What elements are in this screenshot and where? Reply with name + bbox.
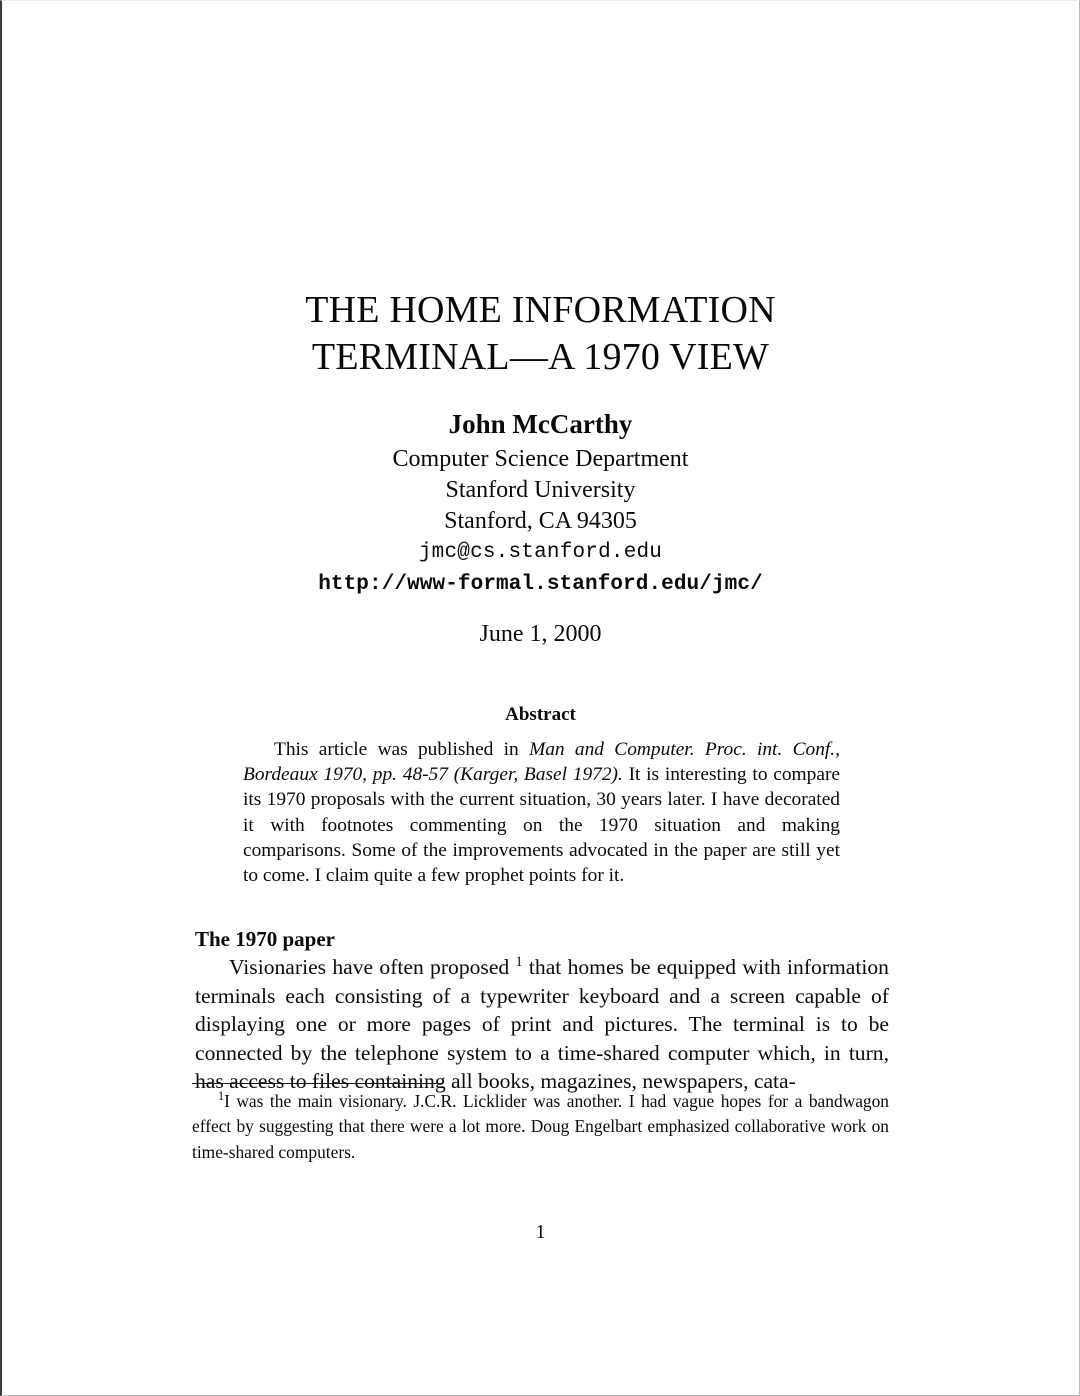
footnote-text xyxy=(192,1089,889,1165)
abstract-citation: Man and Computer. Proc. int. Conf., Bordeaux 1970, pp. 48-57 (Karger, Basel 1972). xyxy=(243,739,840,786)
affiliation-department: Computer Science Department xyxy=(392,446,689,472)
page-title xyxy=(2,287,1079,381)
affiliation-address: Stanford, CA 94305 xyxy=(444,508,637,534)
title-line-1: THE HOME INFORMATION xyxy=(305,289,776,331)
page-number: 1 xyxy=(535,1221,546,1243)
author-block xyxy=(2,406,1079,601)
body-text-after-footnote-marker: that homes be equipped with information terminals each consisting of a typewriter keyboard and a screen capable of displaying one or more pages of print and pictures. The terminal is to be connected by the telephone system to a time-shared computer which, in turn, has access to files containing all books, magazines, newspapers, cata- xyxy=(195,955,889,1094)
document-date: June 1, 2000 xyxy=(479,621,602,647)
author-name: John McCarthy xyxy=(448,409,633,439)
footnote-body: I was the main visionary. J.C.R. Licklider was another. I had vague hopes for a bandwagon effect by suggesting that there were a lot more. Doug Engelbart emphasized collaborative work on time-shared computers. xyxy=(192,1091,889,1162)
author-email: jmc@cs.stanford.edu xyxy=(418,541,663,564)
section-body-paragraph xyxy=(195,953,889,1096)
section-heading: The 1970 paper xyxy=(195,927,336,951)
abstract-text-before-citation: This article was published in xyxy=(274,739,530,760)
abstract-body xyxy=(243,737,840,888)
author-homepage-url: http://www-formal.stanford.edu/jmc/ xyxy=(318,573,763,596)
abstract-text-after-citation: It is interesting to compare its 1970 proposals with the current situation, 30 years later. I have decorated it with footnotes commenting on the 1970 situation and making comparisons. Some of the improvements advocated in the paper are still yet to come. I claim quite a few prophet points for it. xyxy=(243,764,841,887)
footnote-separator-rule xyxy=(192,1083,442,1084)
title-line-2: TERMINAL—A 1970 VIEW xyxy=(311,336,770,378)
affiliation-university: Stanford University xyxy=(445,477,636,503)
footnote-number: 1 xyxy=(218,1089,225,1104)
abstract-heading: Abstract xyxy=(505,704,576,725)
body-text-before-footnote-marker: Visionaries have often proposed xyxy=(229,955,516,979)
title-block xyxy=(2,287,1079,381)
footnote-reference-marker[interactable]: 1 xyxy=(515,953,523,970)
